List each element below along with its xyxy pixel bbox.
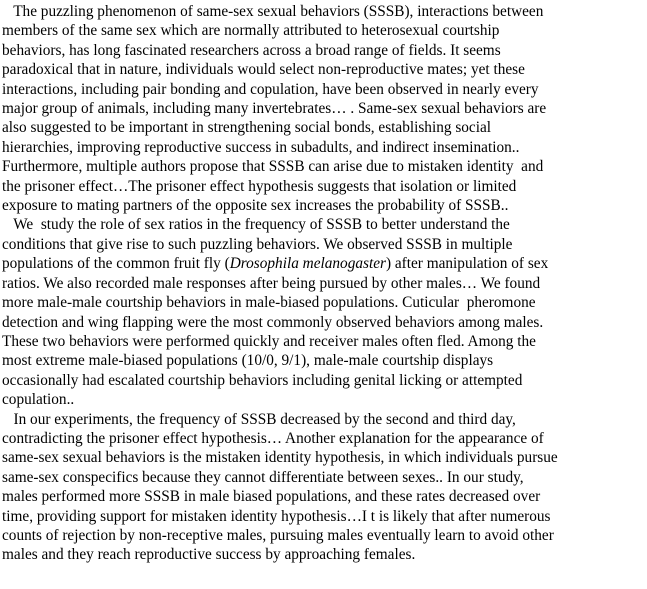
text-line: also suggested to be important in strengthening social bonds, establishing social [2, 119, 491, 137]
text-line: major group of animals, including many invertebrates… . Same-sex sexual behaviors are [2, 100, 547, 118]
paragraph-intro [2, 2, 644, 215]
species-name: Drosophila melanogaster [229, 255, 386, 273]
text-line-with-species [2, 254, 644, 273]
text-line: exposure to mating partners of the opposite sex increases the probability of SSSB.. [2, 197, 509, 215]
text-line: members of the same sex which are normally attributed to heterosexual courtship [2, 22, 500, 40]
text-line: the prisoner effect…The prisoner effect hypothesis suggests that isolation or limited [2, 177, 517, 195]
text-line: hierarchies, improving reproductive success in subadults, and indirect insemination.. [2, 138, 520, 156]
text-line: same-sex sexual behaviors is the mistaken identity hypothesis, in which individuals pursue [2, 449, 558, 467]
text-line: These two behaviors were performed quickly and receiver males often fled. Among the [2, 332, 536, 350]
text-segment: ) after manipulation of sex [385, 255, 549, 273]
text-line: We study the role of sex ratios in the frequency of SSSB to better understand the [2, 216, 510, 234]
text-line: contradicting the prisoner effect hypothesis… Another explanation for the appearance of [2, 429, 544, 447]
text-line: In our experiments, the frequency of SSSB decreased by the second and third day, [2, 410, 516, 428]
text-line: same-sex conspecifics because they cannot differentiate between sexes.. In our study, [2, 468, 524, 486]
text-line: detection and wing flapping were the most commonly observed behaviors among males. [2, 313, 544, 331]
text-line: Furthermore, multiple authors propose that SSSB can arise due to mistaken identity and [2, 158, 544, 176]
paragraph-discussion [2, 410, 644, 565]
text-line: copulation.. [2, 391, 75, 409]
text-line: ratios. We also recorded male responses after being pursued by other males… We found [2, 274, 541, 292]
text-line: conditions that give rise to such puzzling behaviors. We observed SSSB in multiple [2, 235, 513, 253]
text-line: most extreme male-biased populations (10/0, 9/1), male-male courtship displays [2, 352, 494, 370]
text-line: behaviors, has long fascinated researchers across a broad range of fields. It seems [2, 41, 501, 59]
text-line: more male-male courtship behaviors in male-biased populations. Cuticular pheromone [2, 294, 536, 312]
text-line: The puzzling phenomenon of same-sex sexual behaviors (SSSB), interactions between [2, 3, 544, 20]
text-line: paradoxical that in nature, individuals would select non-reproductive mates; yet these [2, 61, 525, 79]
text-line: males and they reach reproductive success by approaching females. [2, 546, 416, 564]
text-line: occasionally had escalated courtship behaviors including genital licking or attempted [2, 371, 523, 389]
document-body [2, 2, 644, 565]
text-line: counts of rejection by non-receptive males, pursuing males eventually learn to avoid other [2, 526, 554, 544]
paragraph-study [2, 215, 644, 409]
text-line: interactions, including pair bonding and copulation, have been observed in nearly every [2, 80, 539, 98]
text-line: males performed more SSSB in male biased populations, and these rates decreased over [2, 488, 541, 506]
text-line: time, providing support for mistaken identity hypothesis…I t is likely that after numerous [2, 507, 551, 525]
text-segment: populations of the common fruit fly ( [2, 255, 230, 273]
